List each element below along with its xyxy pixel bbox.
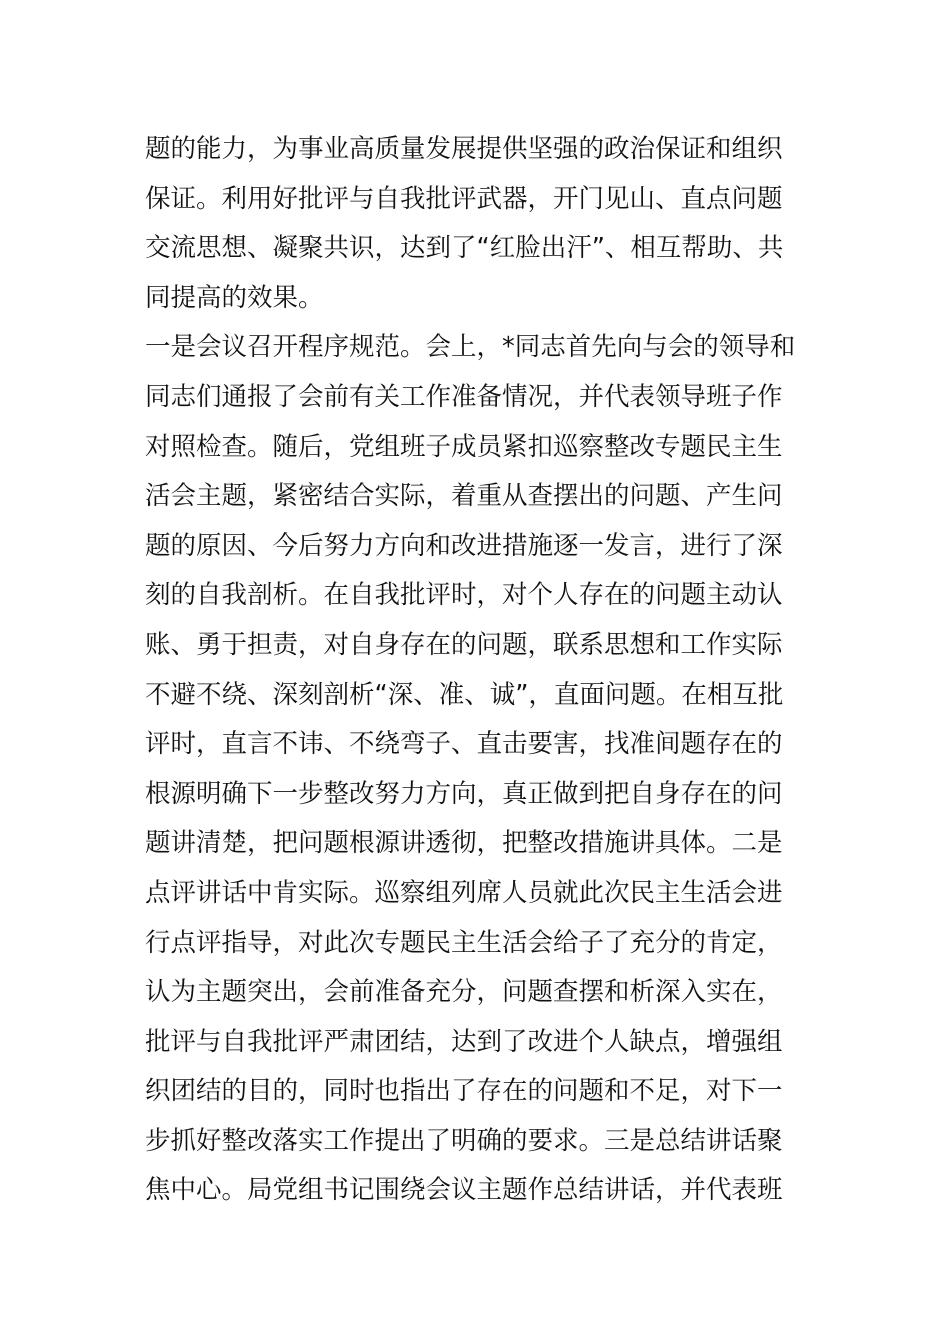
text-line: 题的原因、今后努力方向和改进措施逐一发言，进行了深 (145, 530, 783, 561)
text-line: 评时，直言不讳、不绕弯子、直击要害，找准间题存在的 (145, 729, 783, 760)
text-line: 账、勇于担责，对自身存在的问题，联系思想和工作实际 (145, 629, 783, 660)
text-line: 行点评指导，对此次专题民主生活会给子了充分的肯定， (145, 927, 783, 958)
text-line: 同志们通报了会前有关工作准备情况，并代表领导班子作 (145, 381, 783, 412)
text-line: 焦中心。局党组书记围绕会议主题作总结讲话，并代表班 (145, 1175, 783, 1206)
text-line: 步抓好整改落实工作提出了明确的要求。三是总结讲话聚 (145, 1125, 783, 1156)
text-line: 批评与自我批评严肃团结，达到了改进个人缺点，增强组 (145, 1026, 783, 1057)
text-line: 一是会议召开程序规范。会上，*同志首先向与会的领导和 (145, 332, 796, 363)
text-line: 不避不绕、深刻剖析“深、准、诚”，直面问题。在相互批 (145, 679, 784, 710)
text-line: 同提高的效果。 (145, 282, 324, 313)
text-line: 交流思想、凝聚共识，达到了“红脸出汗”、相互帮助、共 (145, 233, 784, 264)
text-line: 根源明确下一步整改努力方向，真正做到把自身存在的问 (145, 778, 783, 809)
text-line: 织团结的目的，同时也指出了存在的问题和不足，对下一 (145, 1076, 783, 1107)
text-line: 认为主题突出，会前准备充分，问题查摆和析深入实在， (145, 977, 783, 1008)
text-line: 刻的自我剖析。在自我批评时，对个人存在的问题主动认 (145, 580, 783, 611)
text-line: 对照检查。随后，党组班子成员紧扣巡察整改专题民主生 (145, 431, 783, 462)
text-line: 保证。利用好批评与自我批评武器，开门见山、直点问题 (145, 183, 783, 214)
text-line: 活会主题，紧密结合实际，着重从查摆出的问题、产生问 (145, 481, 783, 512)
text-line: 题讲清楚，把问题根源讲透彻，把整改措施讲具体。二是 (145, 828, 783, 859)
text-line: 题的能力，为事业高质量发展提供坚强的政治保证和组织 (145, 134, 783, 164)
text-line: 点评讲话中肯实际。巡察组列席人员就此次民主生活会进 (145, 877, 783, 908)
body-text (145, 125, 825, 1216)
